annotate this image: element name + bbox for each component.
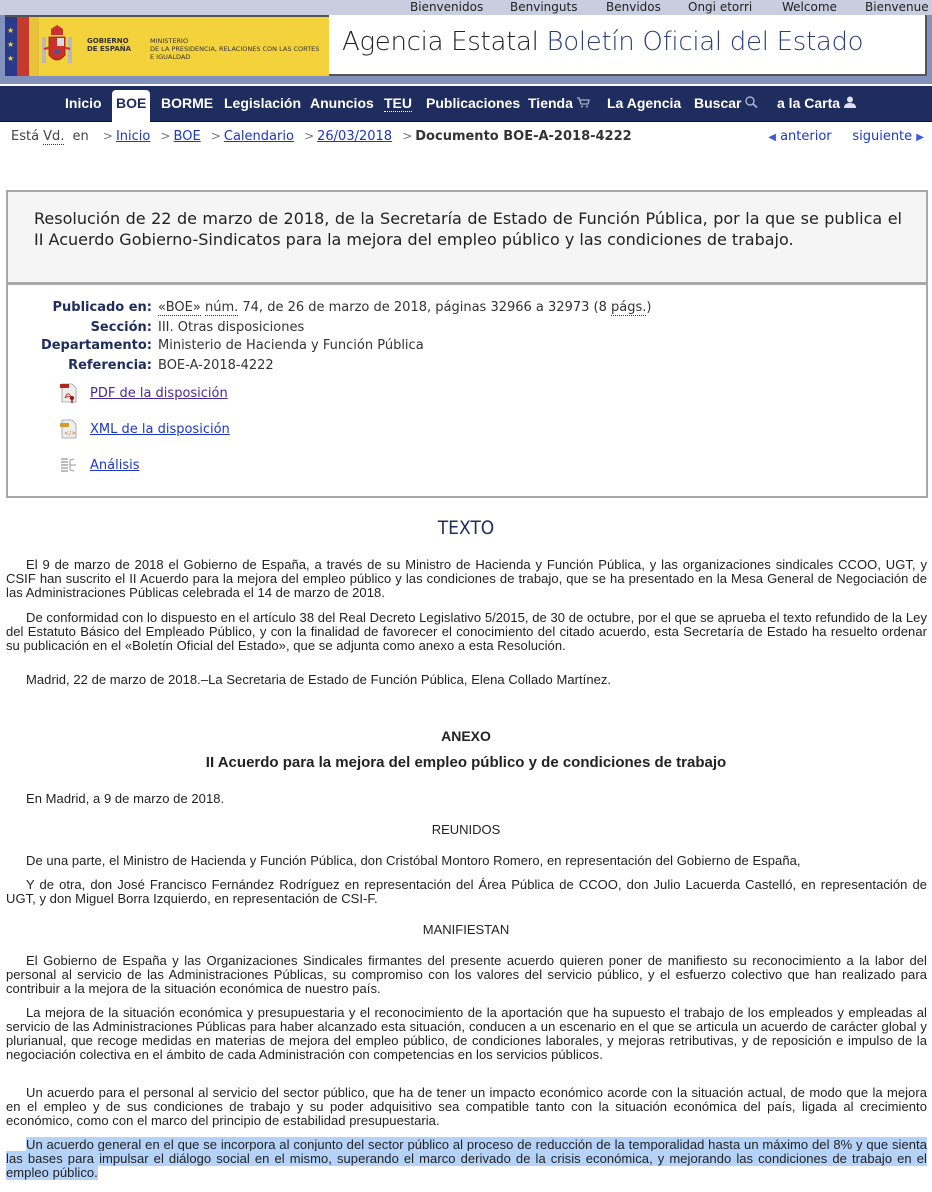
nav-item-publicaciones[interactable]: Publicaciones xyxy=(426,95,521,111)
breadcrumb-separator-icon: > xyxy=(210,129,221,143)
breadcrumb-separator-icon: > xyxy=(402,129,413,143)
document-header-box xyxy=(6,190,928,498)
nav-item-legislacion[interactable]: Legislación xyxy=(224,95,302,111)
next-document-link[interactable]: siguiente xyxy=(852,129,913,144)
nav-item-tienda[interactable] xyxy=(528,86,590,122)
nav-item-a-la-carta[interactable] xyxy=(777,86,856,122)
document-title: Resolución de 22 de marzo de 2018, de la Secretaría de Estado de Función Pública, por la que se publica el II Acuerdo Gobierno-Sindicatos para la mejora del empleo público y las condiciones de trabajo. xyxy=(8,192,926,285)
search-icon xyxy=(745,87,758,122)
triangle-left-icon: ◀ xyxy=(768,132,776,143)
document-pagination xyxy=(768,129,924,144)
anexo-title: II Acuerdo para la mejora del empleo público y de condiciones de trabajo xyxy=(205,754,727,771)
site-title[interactable] xyxy=(329,15,927,76)
nav-item-borme[interactable]: BORME xyxy=(161,95,214,111)
paragraph: Y de otra, don José Francisco Fernández Rodríguez en representación del Área Pública de CCOO, don Julio Lacuerda Castelló, en representación de UGT, y don Miguel Borra Izquierdo, en representación de CSI-F. xyxy=(6,877,927,906)
nav-item-a-la-carta-label: a la Carta xyxy=(777,95,841,111)
analisis-link[interactable]: Análisis xyxy=(90,458,140,473)
breadcrumb-lead: Está xyxy=(11,129,40,144)
paragraph: De conformidad con lo dispuesto en el artículo 38 del Real Decreto Legislativo 5/2015, de 30 de octubre, por el que se aprueba el texto refundido de la Ley del Estatuto Básico del Empleado Público, y con la finalidad de favorecer el conocimiento del citado acuerdo, esta Secretaría de Estado ha resuelto ordenar su publicación en el «Boletín Oficial del Estado», que se adjunta como anexo a esta Resolución. xyxy=(6,610,927,653)
num-abbr: núm. xyxy=(204,300,239,315)
paragraph: El 9 de marzo de 2018 el Gobierno de España, a través de su Ministro de Hacienda y Función Pública, y las organizaciones sindicales CCOO, UGT, y CSIF han suscrito el II Acuerdo para la mejora del empleo público y las condiciones de trabajo, que se ha presentado en la Mesa General de Negociación de las Administraciones Públicas celebrada el 14 de marzo de 2018. xyxy=(6,557,927,600)
user-icon xyxy=(844,87,856,122)
xml-file-icon xyxy=(60,419,78,439)
breadcrumb-link-inicio[interactable]: Inicio xyxy=(115,129,151,144)
nav-item-teu-label: TEU xyxy=(384,95,412,111)
breadcrumb-in: en xyxy=(72,129,89,144)
lang-link-eu[interactable]: Ongi etorri xyxy=(688,0,753,14)
lang-link-fr[interactable]: Bienvenue xyxy=(865,0,929,14)
paragraph: En Madrid, a 9 de marzo de 2018. xyxy=(26,791,225,806)
government-logo[interactable] xyxy=(5,15,329,76)
nav-item-teu[interactable] xyxy=(384,86,412,122)
coat-of-arms-icon xyxy=(41,25,73,69)
site-title-prefix: Agencia Estatal xyxy=(342,27,539,57)
breadcrumb-separator-icon: > xyxy=(304,129,315,143)
meta-label: Referencia: xyxy=(68,358,152,373)
meta-label: Publicado en: xyxy=(52,300,152,315)
flag-stripe xyxy=(29,17,39,76)
logo-line: DE ESPAÑA xyxy=(87,45,132,53)
boe-abbr: «BOE» xyxy=(158,300,201,315)
paren-close: ) xyxy=(646,300,652,315)
nav-item-inicio[interactable]: Inicio xyxy=(65,95,102,111)
xml-link[interactable]: XML de la disposición xyxy=(90,422,230,437)
nav-item-buscar-label: Buscar xyxy=(694,95,742,111)
meta-label: Sección: xyxy=(90,320,152,335)
lang-link-es[interactable]: Bienvenidos xyxy=(410,0,484,14)
paragraph: El Gobierno de España y las Organizaciones Sindicales firmantes del presente acuerdo quieren poner de manifiesto su reconocimiento a la labor del personal al servicio de las Administraciones Públicas, su compromiso con los valores del servicio público, y el esfuerzo colectivo que han realizado para contribuir a la mejora de la situación económica de nuestro país. xyxy=(6,953,927,996)
breadcrumb xyxy=(11,129,636,144)
breadcrumb-current: Documento BOE-A-2018-4222 xyxy=(415,129,632,144)
section-heading-texto: TEXTO xyxy=(437,517,495,539)
nav-item-tienda-label: Tienda xyxy=(528,95,573,111)
paragraph-selected xyxy=(6,1138,927,1180)
flag-stripe xyxy=(17,17,29,76)
analysis-tree-icon xyxy=(60,455,78,475)
triangle-right-icon: ▶ xyxy=(916,132,924,143)
meta-value: Ministerio de Hacienda y Función Pública xyxy=(158,338,424,353)
ministerio-logo-text xyxy=(150,37,319,61)
eu-flag-icon: ★ ★ ★ xyxy=(5,17,17,76)
logo-line: MINISTERIO xyxy=(150,37,189,45)
publication-details: 74, de 26 de marzo de 2018, páginas 32966 a 32973 (8 xyxy=(242,300,607,315)
paragraph-signature: Madrid, 22 de marzo de 2018.–La Secretaria de Estado de Función Pública, Elena Collado Martínez. xyxy=(26,672,612,687)
breadcrumb-link-boe[interactable]: BOE xyxy=(173,129,201,144)
main-nav xyxy=(0,86,932,122)
breadcrumb-separator-icon: > xyxy=(160,129,171,143)
anexo-heading: ANEXO xyxy=(441,728,491,744)
paragraph: De una parte, el Ministro de Hacienda y Función Pública, don Cristóbal Montoro Romero, en representación del Gobierno de España, xyxy=(26,853,801,868)
breadcrumb-abbr: Vd. xyxy=(43,129,65,144)
language-bar xyxy=(0,0,932,15)
lang-link-en[interactable]: Welcome xyxy=(782,0,837,14)
manifiestan-heading: MANIFIESTAN xyxy=(422,922,510,937)
breadcrumb-separator-icon: > xyxy=(102,129,113,143)
nav-item-boe[interactable]: BOE xyxy=(112,90,150,122)
logo-line: E IGUALDAD xyxy=(150,53,191,61)
pags-abbr: págs. xyxy=(611,300,647,315)
site-title-name: Boletín Oficial del Estado xyxy=(546,27,864,57)
nav-item-buscar[interactable] xyxy=(694,86,758,122)
lang-link-gl[interactable]: Benvidos xyxy=(606,0,661,14)
meta-value: BOE-A-2018-4222 xyxy=(158,358,274,373)
paragraph: Un acuerdo para el personal al servicio del sector público, que ha de tener un impacto económico acorde con la situación actual, de modo que la mejora en el empleo y de sus condiciones de trabajo y su poder adquisitivo sea compatible tanto con la situación económica del país, ligada al crecimiento económico, como con el marco del principio de estabilidad presupuestaria. xyxy=(6,1085,927,1128)
selected-text: Un acuerdo general en el que se incorpora al conjunto del sector público al proceso de reducción de la temporalidad hasta un máximo del 8% y que sienta las bases para impulsar el diálogo social en el mismo, superando el marco derivado de la crisis económica, y mejorando las condiciones de trabajo en el empleo público. xyxy=(6,1137,927,1180)
previous-document-link[interactable]: anterior xyxy=(780,129,832,144)
svg-text:</>: </> xyxy=(64,430,77,437)
pdf-link[interactable]: PDF de la disposición xyxy=(90,386,228,401)
cart-icon xyxy=(577,87,590,122)
breadcrumb-link-calendario[interactable]: Calendario xyxy=(223,129,294,144)
nav-item-la-agencia[interactable]: La Agencia xyxy=(607,95,682,111)
breadcrumb-link-date[interactable]: 26/03/2018 xyxy=(317,129,393,144)
logo-line: GOBIERNO xyxy=(87,37,129,45)
gobierno-logo-text xyxy=(87,37,131,53)
pdf-file-icon xyxy=(60,383,78,403)
nav-item-anuncios[interactable]: Anuncios xyxy=(310,95,374,111)
meta-value xyxy=(158,300,651,315)
paragraph: La mejora de la situación económica y presupuestaria y el reconocimiento de la aportación que ha supuesto el trabajo de los empleados y empleadas al servicio de las Administraciones Públicas para haber alcanzado esta situación, conducen a un escenario en el que se articula un acuerdo de carácter global y plurianual, que recoge medidas en materias de mejora del empleo público, de condiciones laborales, y mejoras retributivas, y de reposición e impulso de la negociación colectiva en el ámbito de cada Administración con competencias en los servicios públicos. xyxy=(6,1005,927,1062)
site-title-text xyxy=(342,27,863,57)
meta-value: III. Otras disposiciones xyxy=(158,320,305,335)
meta-label: Departamento: xyxy=(40,338,152,353)
logo-line: DE LA PRESIDENCIA, RELACIONES CON LAS CORTES xyxy=(150,45,320,53)
reunidos-heading: REUNIDOS xyxy=(431,822,501,837)
lang-link-ca[interactable]: Benvinguts xyxy=(510,0,578,14)
